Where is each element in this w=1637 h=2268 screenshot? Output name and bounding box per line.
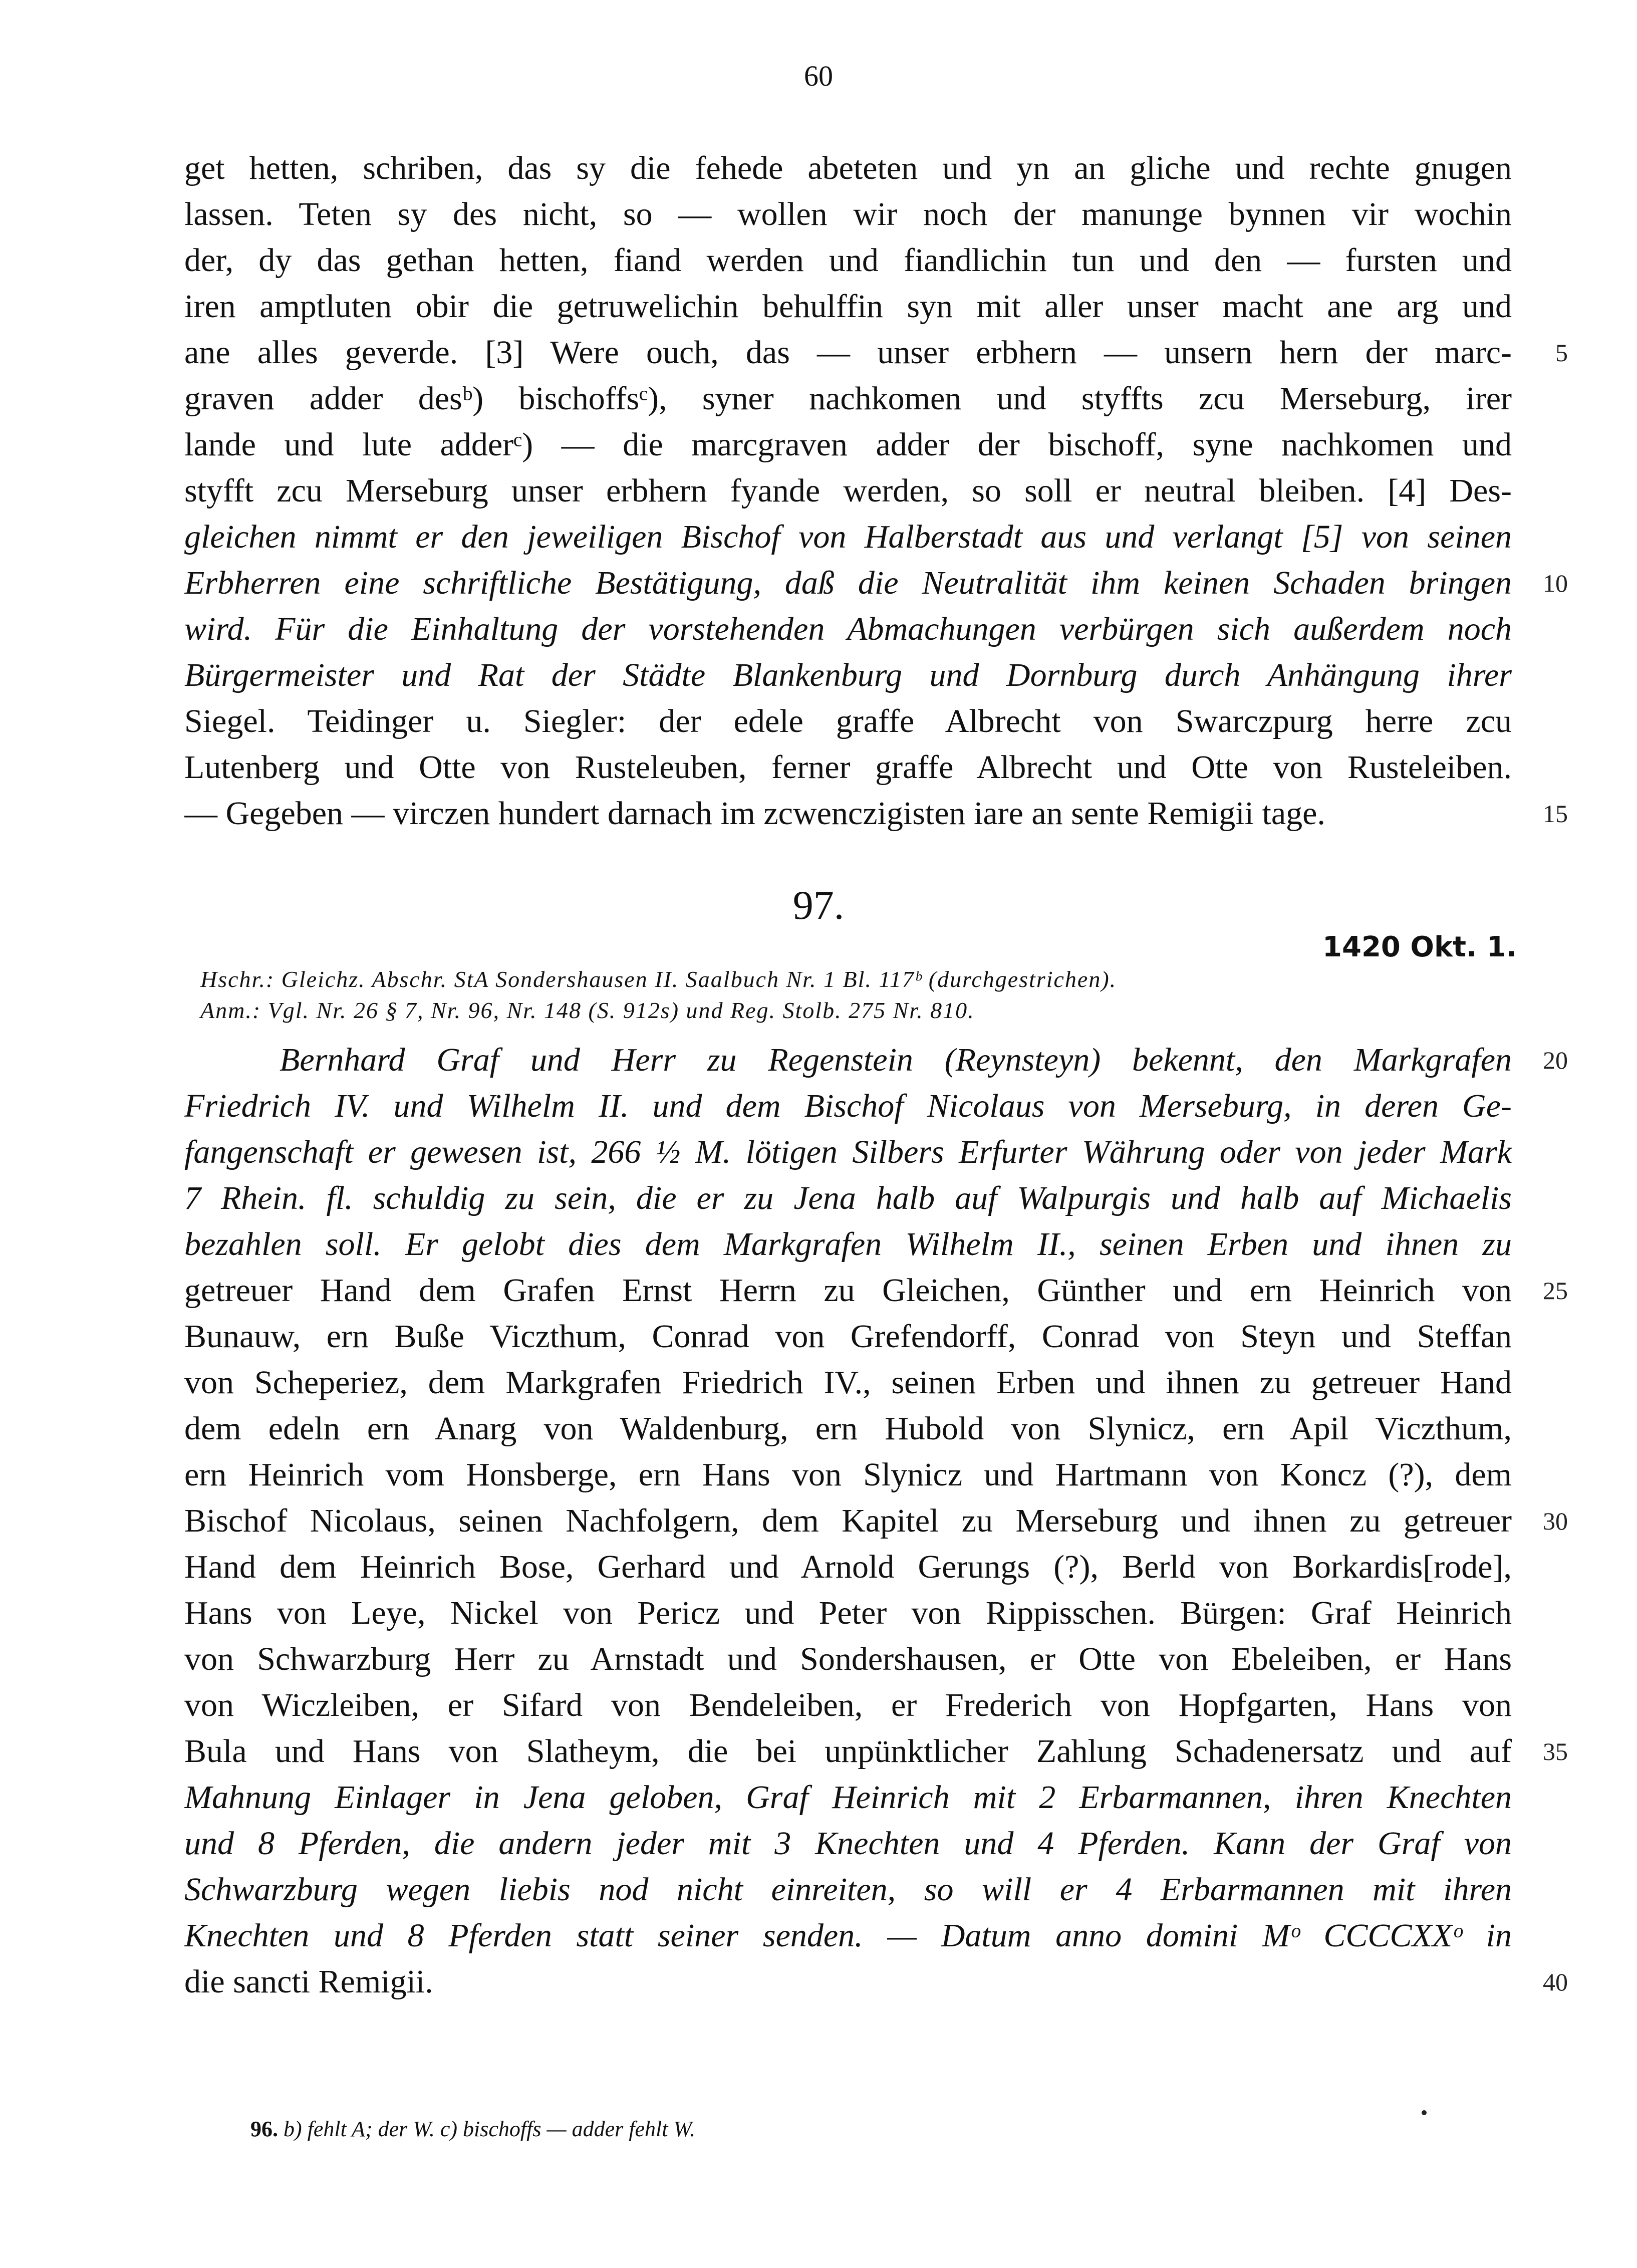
document-number: 97. xyxy=(792,882,845,928)
text-line: Erbherren eine schriftliche Bestätigung, daß die Neutralität ihm keinen Schaden bringen xyxy=(184,565,1512,601)
text-line: Bürgermeister und Rat der Städte Blankenburg und Dornburg durch Anhängung ihrer xyxy=(184,657,1512,693)
text-line: von Scheperiez, dem Markgrafen Friedrich IV., seinen Erben und ihnen zu getreuer Hand xyxy=(184,1364,1512,1401)
line-number-15: 15 xyxy=(1543,800,1568,828)
text-line: Hans von Leye, Nickel von Pericz und Peter von Rippisschen. Bürgen: Graf Heinrich xyxy=(184,1595,1512,1631)
text-line: ane alles geverde. [3] Were ouch, das — unser erbhern — unsern hern der marc- xyxy=(184,334,1512,371)
text-line: gleichen nimmt er den jeweiligen Bischof von Halberstadt aus und verlangt [5] von seinen xyxy=(184,519,1512,555)
text-line: und 8 Pferden, die andern jeder mit 3 Knechten und 4 Pferden. Kann der Graf von xyxy=(184,1825,1512,1862)
text-line: Mahnung Einlager in Jena geloben, Graf Heinrich mit 2 Erbarmannen, ihren Knechten xyxy=(184,1779,1512,1816)
text-line: lassen. Teten sy des nicht, so — wollen wir noch der manunge bynnen vir wochin xyxy=(184,196,1512,232)
text-line: Lutenberg und Otte von Rusteleuben, ferner graffe Albrecht und Otte von Rusteleiben. xyxy=(184,749,1512,786)
text-line: die sancti Remigii. xyxy=(184,1963,433,2000)
text-line: lande und lute adderᶜ) — die marcgraven adder der bischoff, syne nachkomen und xyxy=(184,426,1512,463)
text-line: von Schwarzburg Herr zu Arnstadt und Sondershausen, er Otte von Ebeleiben, er Hans xyxy=(184,1641,1512,1677)
text-line: Bischof Nicolaus, seinen Nachfolgern, dem Kapitel zu Merseburg und ihnen zu getreuer xyxy=(184,1502,1512,1539)
line-number-35: 35 xyxy=(1543,1737,1568,1766)
text-line: 7 Rhein. fl. schuldig zu sein, die er zu Jena halb auf Walpurgis und halb auf Michaelis xyxy=(184,1180,1512,1216)
footnote-ref: 96. xyxy=(250,2117,278,2141)
text-line: wird. Für die Einhaltung der vorstehenden Abmachungen verbürgen sich außerdem noch xyxy=(184,611,1512,647)
footnote xyxy=(250,2116,695,2142)
text-line: ern Heinrich vom Honsberge, ern Hans von Slynicz und Hartmann von Koncz (?), dem xyxy=(184,1456,1512,1493)
text-line: getreuer Hand dem Grafen Ernst Herrn zu Gleichen, Günther und ern Heinrich von xyxy=(184,1272,1512,1309)
text-line: Schwarzburg wegen liebis nod nicht einreiten, so will er 4 Erbarmannen mit ihren xyxy=(184,1871,1512,1908)
line-number-20: 20 xyxy=(1543,1046,1568,1074)
text-line: Knechten und 8 Pferden statt seiner senden. — Datum anno domini Mᵒ CCCCXXᵒ in xyxy=(184,1917,1512,1954)
text-line: Hand dem Heinrich Bose, Gerhard und Arnold Gerungs (?), Berld von Borkardis[rode], xyxy=(184,1549,1512,1585)
text-line: der, dy das gethan hetten, fiand werden und fiandlichin tun und den — fursten und xyxy=(184,242,1512,279)
text-line: Siegel. Teidinger u. Siegler: der edele graffe Albrecht von Swarczpurg herre zcu xyxy=(184,703,1512,739)
text-line: styfft zcu Merseburg unser erbhern fyande werden, so soll er neutral bleiben. [4] Des- xyxy=(184,472,1512,509)
text-line: Bula und Hans von Slatheym, die bei unpünktlicher Zahlung Schadenersatz und auf xyxy=(184,1733,1512,1770)
line-number-25: 25 xyxy=(1543,1277,1568,1305)
text-block-document-97 xyxy=(184,1037,1512,2019)
text-line: Bernhard Graf und Herr zu Regenstein (Reynsteyn) bekennt, den Markgrafen xyxy=(280,1042,1512,1078)
text-line: graven adder desᵇ) bischoffsᶜ), syner nachkomen und styffts zcu Merseburg, irer xyxy=(184,380,1512,417)
text-line: — Gegeben — virczen hundert darnach im zcwenczigisten iare an sente Remigii tage. xyxy=(184,795,1325,832)
text-block-previous-document xyxy=(184,145,1512,847)
text-line: Friedrich IV. und Wilhelm II. und dem Bischof Nicolaus von Merseburg, in deren Ge- xyxy=(184,1088,1512,1124)
line-number-10: 10 xyxy=(1543,569,1568,597)
page-number: 60 xyxy=(804,60,833,92)
footnote-text: b) fehlt A; der W. c) bischoffs — adder fehlt W. xyxy=(284,2117,696,2141)
text-line: Bunauw, ern Buße Viczthum, Conrad von Grefendorff, Conrad von Steyn und Steffan xyxy=(184,1318,1512,1355)
document-date: 1420 Okt. 1. xyxy=(1322,931,1517,963)
text-line: get hetten, schriben, das sy die fehede abeteten und yn an gliche und rechte gnugen xyxy=(184,150,1512,186)
text-line: bezahlen soll. Er gelobt dies dem Markgrafen Wilhelm II., seinen Erben und ihnen zu xyxy=(184,1226,1512,1263)
line-number-5: 5 xyxy=(1555,339,1568,367)
source-line-manuscript: Hschr.: Gleichz. Abschr. StA Sondershausen II. Saalbuch Nr. 1 Bl. 117ᵇ (durchgestrichen). xyxy=(200,966,1117,992)
text-line: fangenschaft er gewesen ist, 266 ½ M. lötigen Silbers Erfurter Währung oder von jeder Mark xyxy=(184,1134,1512,1170)
line-number-40: 40 xyxy=(1543,1968,1568,1996)
line-number-30: 30 xyxy=(1543,1507,1568,1535)
text-line: von Wiczleiben, er Sifard von Bendeleiben, er Frederich von Hopfgarten, Hans von xyxy=(184,1687,1512,1723)
text-line: dem edeln ern Anarg von Waldenburg, ern Hubold von Slynicz, ern Apil Viczthum, xyxy=(184,1410,1512,1447)
source-line-note: Anm.: Vgl. Nr. 26 § 7, Nr. 96, Nr. 148 (S. 912s) und Reg. Stolb. 275 Nr. 810. xyxy=(200,997,975,1023)
ink-dot xyxy=(1422,2110,1427,2115)
text-line: iren amptluten obir die getruwelichin behulffin syn mit aller unser macht ane arg und xyxy=(184,288,1512,325)
